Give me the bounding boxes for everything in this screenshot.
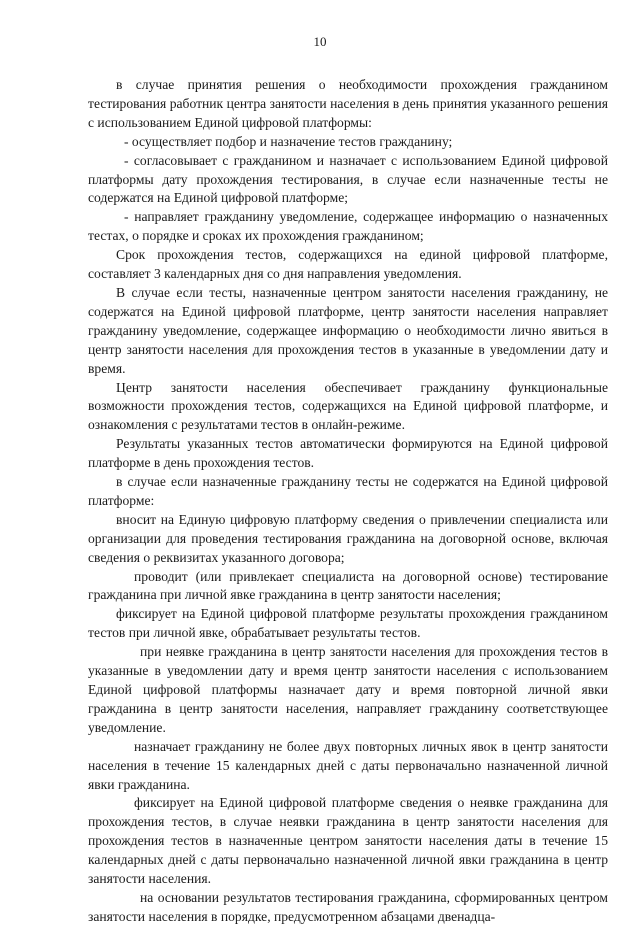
paragraph-tests-not-on-platform: В случае если тесты, назначенные центром занятости населения гражданину, не содержатся на Единой цифровой платформе, центр занятости населения направляет гражданину уведомление, содержащее информацию о необходимости лично явиться в центр занятости населения для прохождения тестов в указанные в уведомлении дату и время. [88, 284, 608, 376]
paragraph-enter-specialist-info: вносит на Единую цифровую платформу сведения о привлечении специалиста или организации для проведения тестирования гражданина на договорной основе, включая сведения о реквизитах указанного договора; [88, 511, 608, 565]
paragraph-select-tests: - осуществляет подбор и назначение тестов гражданину; [124, 133, 453, 149]
paragraph-tests-not-contained: в случае если назначенные гражданину тесты не содержатся на Единой цифровой платформе: [88, 474, 608, 508]
document-body [88, 76, 608, 927]
paragraph-repeat-visits: назначает гражданину не более двух повторных личных явок в центр занятости населения в течение 15 календарных дней с даты первоначально назначенной личной явки гражданина. [88, 738, 608, 792]
paragraph-test-results: Результаты указанных тестов автоматически формируются на Единой цифровой платформе в день прохождения тестов. [88, 436, 608, 471]
paragraph-record-results: фиксирует на Единой цифровой платформе результаты прохождения гражданином тестов при личной явке, обрабатывает результаты тестов. [88, 606, 608, 641]
paragraph-testing-decision: в случае принятия решения о необходимости прохождения гражданином тестирования работник центра занятости населения в день принятия указанного решения с использованием Единой цифровой платформы: [88, 77, 608, 130]
paragraph-test-deadline: Срок прохождения тестов, содержащихся на единой цифровой платформе, составляет 3 календарных дня со дня направления уведомления. [88, 247, 608, 282]
paragraph-agree-date: - согласовывает с гражданином и назначает с использованием Единой цифровой платформы дату прохождения тестирования, в случае если назначенные тесты не содержатся на Единой цифровой платформе; [88, 152, 608, 206]
paragraph-send-notice: - направляет гражданину уведомление, содержащее информацию о назначенных тестах, о порядке и сроках их прохождения гражданином; [88, 209, 608, 244]
paragraph-test-based-results: на основании результатов тестирования гражданина, сформированных центром занятости населения в порядке, предусмотренном абзацами двенадца- [88, 889, 608, 924]
page-number: 10 [313, 34, 327, 49]
paragraph-conduct-testing: проводит (или привлекает специалиста на договорной основе) тестирование гражданина при личной явке гражданина в центр занятости населения; [88, 568, 608, 603]
paragraph-no-show: при неявке гражданина в центр занятости населения для прохождения тестов в указанные в уведомлении дату и время центр занятости населения с использованием Единой цифровой платформы назначает дату и время повторной личной явки гражданина в центр занятости населения, направляет гражданину соответствующее уведомление. [88, 644, 608, 735]
paragraph-online-testing: Центр занятости населения обеспечивает гражданину функциональные возможности прохождения тестов, содержащихся на Единой цифровой платформе, и ознакомления с результатами тестов в онлайн-режиме. [88, 379, 608, 433]
paragraph-record-no-show: фиксирует на Единой цифровой платформе сведения о неявке гражданина для прохождения тестов, в случае неявки гражданина в центр занятости населения для прохождения тестов в назначенные центром занятости населения даты в течение 15 календарных дней с даты первоначально назначенной личной явки гражданина в центр занятости населения. [88, 795, 608, 887]
